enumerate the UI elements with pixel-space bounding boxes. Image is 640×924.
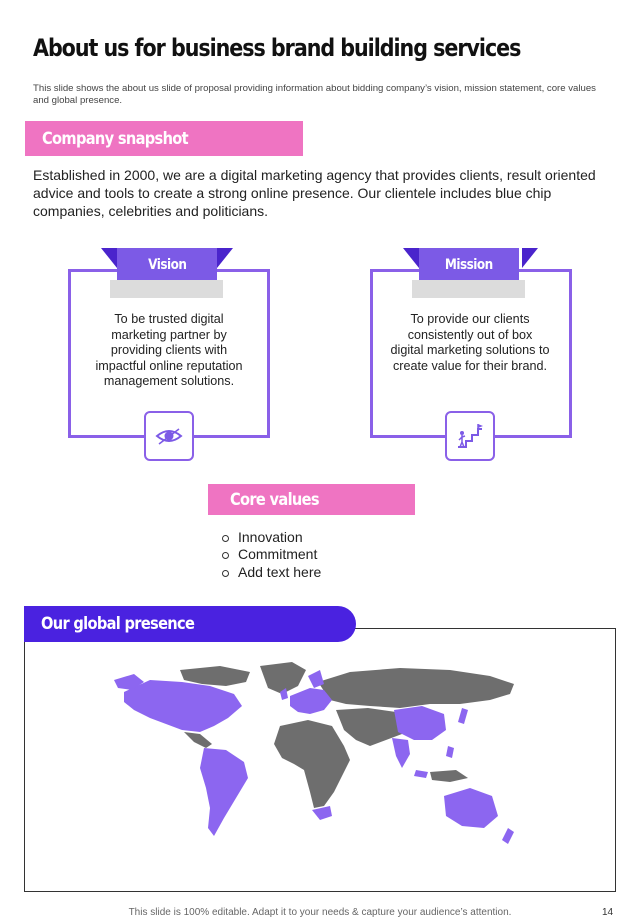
eye-icon	[144, 411, 194, 461]
footer-note: This slide is 100% editable. Adapt it to your needs & capture your audience’s attention.	[128, 907, 512, 918]
world-map	[110, 660, 540, 870]
mission-tab-flap-right	[522, 248, 538, 268]
list-item: Commitment	[222, 546, 321, 563]
vision-tab-flap-right	[217, 248, 233, 268]
vision-tab-shadow	[110, 280, 223, 298]
list-item: Add text here	[222, 564, 321, 581]
mission-heading: Mission	[445, 257, 493, 273]
growth-stairs-icon	[445, 411, 495, 461]
page-number: 14	[602, 907, 614, 918]
mission-tab	[419, 248, 519, 280]
vision-tab	[117, 248, 217, 280]
mission-text: To provide our clients consistently out of box digital marketing solutions to create value for their brand.	[390, 312, 550, 373]
core-values-heading: Core values	[230, 490, 319, 510]
list-item: Innovation	[222, 529, 321, 546]
page-subtitle: This slide shows the about us slide of proposal providing information about bidding company’s vision, mission statement, core values and global presence.	[33, 83, 596, 106]
vision-heading: Vision	[147, 257, 187, 273]
core-values-list	[222, 529, 321, 581]
mission-tab-shadow	[412, 280, 525, 298]
company-snapshot-header	[25, 121, 303, 156]
core-values-header	[208, 484, 415, 515]
company-snapshot-text: Established in 2000, we are a digital marketing agency that provides clients, result oriented advice and tools to create a strong online presence. Our clientele includes blue chip companies, celebrities and politicians.	[33, 167, 596, 219]
global-presence-heading: Our global presence	[41, 614, 195, 634]
vision-tab-flap-left	[101, 248, 117, 268]
global-presence-header	[24, 606, 356, 642]
company-snapshot-heading: Company snapshot	[42, 129, 188, 149]
vision-text: To be trusted digital marketing partner by providing clients with impactful online reputation management solutions.	[95, 312, 243, 389]
page-title: About us for business brand building services	[33, 34, 521, 62]
mission-tab-flap-left	[403, 248, 419, 268]
